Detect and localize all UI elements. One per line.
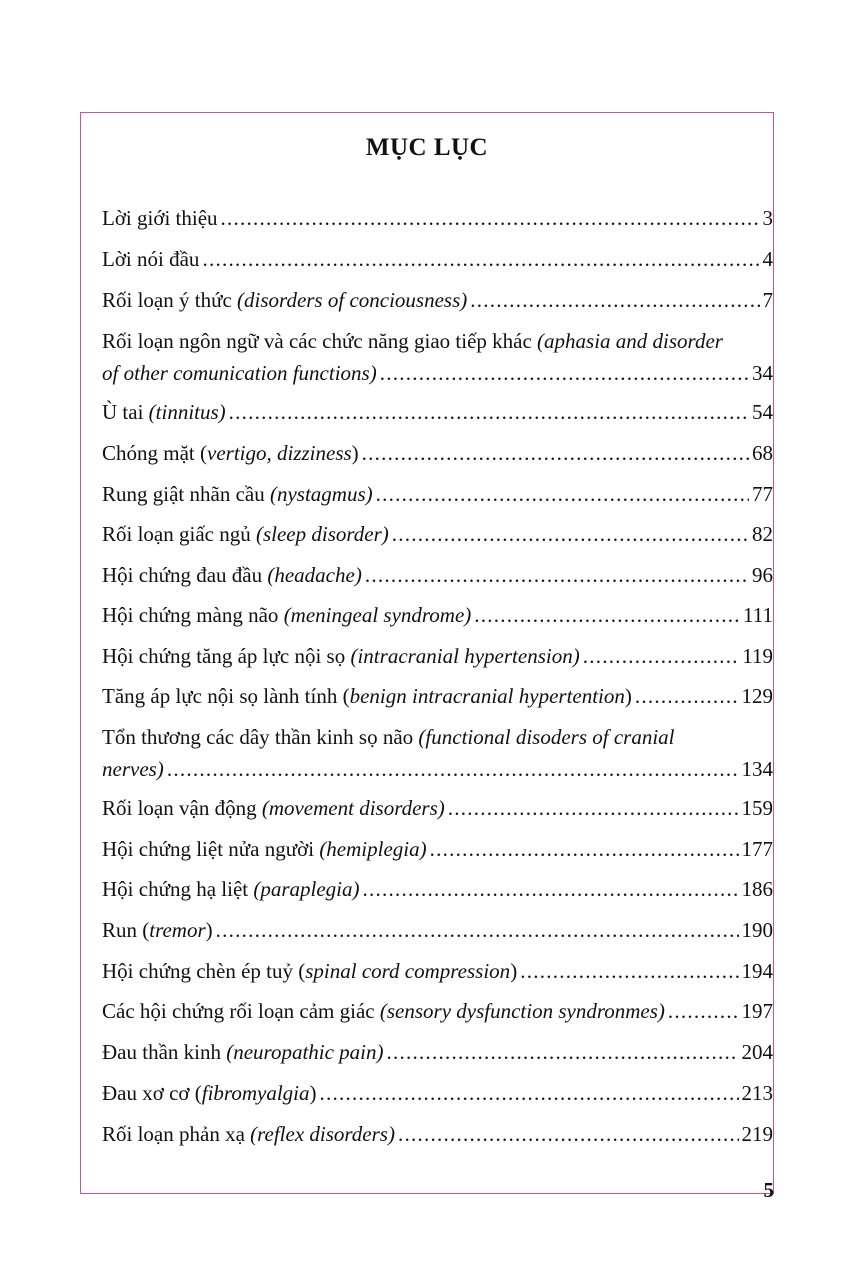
toc-entry-title: Hội chứng hạ liệt (102, 877, 254, 901)
dot-leader (470, 288, 759, 312)
toc-entry-page: 7 (762, 288, 773, 312)
dot-leader (474, 603, 740, 627)
toc-entry-page: 219 (741, 1122, 773, 1146)
toc-entry[interactable] (102, 1081, 773, 1105)
toc-entry[interactable] (102, 684, 773, 708)
toc-entry-title: Các hội chứng rối loạn cảm giác (102, 999, 380, 1023)
toc-entry-label (102, 482, 373, 506)
toc-entry-page: 111 (743, 603, 773, 627)
toc-entry-page: 68 (752, 441, 773, 465)
toc-entry-english: (disorders of conciousness) (237, 288, 468, 312)
dot-leader (319, 1081, 738, 1105)
toc-entry-page: 34 (752, 361, 773, 385)
dot-leader (202, 247, 759, 271)
toc-entry[interactable] (102, 603, 773, 627)
toc-entry-label (102, 206, 218, 230)
toc-entry-title: Hội chứng tăng áp lực nội sọ (102, 644, 351, 668)
dot-leader (365, 563, 749, 587)
toc-entry-english: fibromyalgia (201, 1081, 310, 1105)
toc-entry[interactable] (102, 877, 773, 901)
dot-leader (520, 959, 738, 983)
dot-leader (392, 522, 749, 546)
toc-entry-title: Rối loạn vận động (102, 796, 262, 820)
dot-leader (398, 1122, 739, 1146)
toc-entry-title: Lời nói đầu (102, 247, 200, 271)
dot-leader (430, 837, 739, 861)
toc-entry-english: (sensory dysfunction syndronmes) (379, 999, 665, 1023)
toc-entry-page: 194 (741, 959, 773, 983)
page-number: 5 (763, 1178, 774, 1202)
toc-entry-title: Lời giới thiệu (102, 206, 218, 230)
toc-entry-page: 3 (762, 206, 773, 230)
toc-entry-page: 186 (741, 877, 773, 901)
toc-entry-suffix: ) (205, 918, 213, 942)
toc-entry[interactable] (102, 959, 773, 983)
toc-entry-label (102, 1040, 384, 1064)
toc-entry-page: 204 (741, 1040, 773, 1064)
toc-entry[interactable] (102, 361, 773, 385)
toc-entry[interactable] (102, 644, 773, 668)
toc-entry-title: Đau thần kinh (102, 1040, 227, 1064)
toc-entry-label (102, 684, 632, 708)
toc-entry-page: 96 (752, 563, 773, 587)
toc-entry-page: 197 (741, 999, 773, 1023)
toc-entry-suffix: ) (510, 959, 518, 983)
toc-entry[interactable] (102, 482, 773, 506)
toc-entry-english: (paraplegia) (253, 877, 360, 901)
toc-entry-title: Hội chứng màng não (102, 603, 284, 627)
page-title: MỤC LỤC (365, 134, 489, 161)
toc-entry-english: (hemiplegia) (319, 837, 427, 861)
toc-entry-english: (movement disorders) (261, 796, 445, 820)
toc-entry-english: benign intracranial hypertention (349, 684, 625, 708)
toc-entry-title: Tổn thương các dây thần kinh sọ não (102, 725, 419, 749)
toc-entry-label (102, 361, 377, 385)
toc-entry[interactable] (102, 288, 773, 312)
toc-entry-page: 213 (741, 1081, 773, 1105)
toc-entry-english: (tinnitus) (148, 400, 226, 424)
dot-leader (635, 684, 739, 708)
toc-entry-suffix: ) (309, 1081, 317, 1105)
toc-entry[interactable] (102, 918, 773, 942)
toc-entry[interactable] (102, 522, 773, 546)
toc-entry-label (102, 757, 164, 781)
toc-entry-title: Rung giật nhãn cầu (102, 482, 270, 506)
toc-entry-english-cont: of other comunication functions) (102, 361, 377, 385)
toc-entry-suffix: ) (351, 441, 359, 465)
toc-entry-label (102, 918, 213, 942)
toc-entry[interactable] (102, 1040, 773, 1064)
dot-leader (216, 918, 739, 942)
toc-entry-english: (headache) (267, 563, 362, 587)
dot-leader (448, 796, 739, 820)
toc-entry-page: 4 (762, 247, 773, 271)
toc-entry-english: (functional disoders of cranial (418, 725, 675, 749)
toc-entry-title: Rối loạn giấc ngủ (102, 522, 256, 546)
toc-entry-page: 129 (741, 684, 773, 708)
toc-entry-label (102, 959, 517, 983)
dot-leader (221, 206, 760, 230)
toc-entry-label (102, 877, 360, 901)
toc-entry[interactable] (102, 441, 773, 465)
toc-entry[interactable] (102, 247, 773, 271)
toc-entry-page: 119 (742, 644, 773, 668)
toc-entry-english: (intracranial hypertension) (350, 644, 580, 668)
toc-entry[interactable] (102, 999, 773, 1023)
toc-entry-english: (aphasia and disorder (537, 329, 723, 353)
toc-entry-title: Chóng mặt ( (102, 441, 207, 465)
dot-leader (167, 757, 739, 781)
toc-entry-label (102, 400, 226, 424)
toc-entry[interactable] (102, 563, 773, 587)
toc-entry-label (102, 999, 665, 1023)
toc-entry-label (102, 247, 199, 271)
toc-entry-label (102, 1081, 316, 1105)
toc-entry-english: (reflex disorders) (250, 1122, 395, 1146)
toc-entry-label (102, 796, 445, 820)
toc-entry-label (102, 1122, 395, 1146)
toc-entry-title: Ù tai (102, 400, 149, 424)
toc-entry-page: 177 (741, 837, 773, 861)
toc-entry-page: 54 (752, 400, 773, 424)
toc-entry-label (102, 441, 359, 465)
toc-entry-label (102, 644, 580, 668)
toc-entry-title: Run ( (102, 918, 150, 942)
toc-entry-title: Hội chứng chèn ép tuỷ ( (102, 959, 306, 983)
toc-entry-page: 77 (752, 482, 773, 506)
toc-entry-english: spinal cord compression (305, 959, 511, 983)
toc-entry-title: Rối loạn ý thức (102, 288, 238, 312)
toc-entry[interactable] (102, 400, 773, 424)
toc-entry[interactable] (102, 206, 773, 230)
toc-entry[interactable] (102, 837, 773, 861)
toc-entry-label (102, 603, 471, 627)
toc-entry[interactable] (102, 796, 773, 820)
toc-entry-title: Đau xơ cơ ( (102, 1081, 202, 1105)
dot-leader (229, 400, 749, 424)
toc-entry-title: Hội chứng liệt nửa người (102, 837, 320, 861)
toc-entry-english: (sleep disorder) (255, 522, 389, 546)
toc-entry[interactable] (102, 757, 773, 781)
toc-entry-page: 134 (741, 757, 773, 781)
toc-entry-label (102, 522, 389, 546)
toc-entry-page: 82 (752, 522, 773, 546)
toc-entry-english: tremor (149, 918, 206, 942)
toc-entry-first-line (102, 329, 773, 353)
toc-entry[interactable] (102, 1122, 773, 1146)
dot-leader (583, 644, 740, 668)
toc-entry-suffix: ) (624, 684, 632, 708)
toc-entry-title: Hội chứng đau đầu (102, 563, 268, 587)
dot-leader (668, 999, 739, 1023)
toc-entry-first-line (102, 725, 773, 749)
toc-entry-page: 159 (741, 796, 773, 820)
toc-entry-english-cont: nerves) (102, 757, 164, 781)
dot-leader (376, 482, 749, 506)
toc-entry-label (102, 563, 362, 587)
toc-entry-title: Tăng áp lực nội sọ lành tính ( (102, 684, 350, 708)
toc-entry-title: Rối loạn phản xạ (102, 1122, 251, 1146)
toc-entry-english: (nystagmus) (269, 482, 373, 506)
toc-entry-title: Rối loạn ngôn ngữ và các chức năng giao tiếp khác (102, 329, 538, 353)
toc-entry-label (102, 837, 427, 861)
toc-entry-english: (neuropathic pain) (226, 1040, 384, 1064)
toc-entry-label (102, 288, 467, 312)
dot-leader (387, 1040, 739, 1064)
dot-leader (363, 877, 739, 901)
toc-entry-page: 190 (741, 918, 773, 942)
dot-leader (380, 361, 749, 385)
dot-leader (362, 441, 749, 465)
toc-entry-english: (meningeal syndrome) (283, 603, 472, 627)
toc-entry-english: vertigo, dizziness (207, 441, 352, 465)
